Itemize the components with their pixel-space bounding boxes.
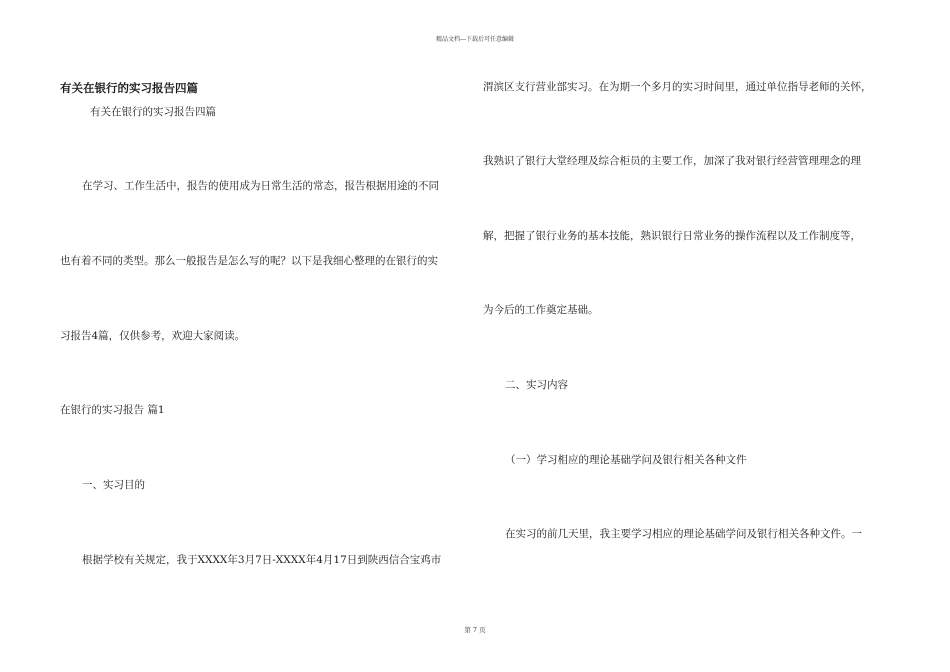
section-heading-purpose: 一、实习目的 — [82, 479, 145, 491]
section-heading-content: 二、实习内容 — [505, 379, 568, 391]
purpose-paragraph-line-5: 为今后的工作奠定基础。 — [483, 304, 599, 316]
subsection-heading-theory: （一）学习相应的理论基础学问及银行相关各种文件 — [505, 454, 747, 466]
page-number: 第 7 页 — [464, 626, 486, 634]
page-header-note: 精品文档---下载后可任意编辑 — [435, 36, 515, 43]
purpose-paragraph-line-4: 解，把握了银行业务的基本技能，熟识银行日常业务的操作流程以及工作制度等， — [483, 230, 861, 242]
document-subtitle: 有关在银行的实习报告四篇 — [90, 106, 216, 118]
purpose-paragraph-line-1: 根据学校有关规定，我于XXXX年3月7日-XXXX年4月17日到陕西信合宝鸡市 — [82, 554, 442, 566]
report-heading: 在银行的实习报告 篇1 — [60, 404, 165, 416]
intro-paragraph-line-3: 习报告4篇，仅供参考，欢迎大家阅读。 — [60, 330, 246, 342]
intro-paragraph-line-1: 在学习、工作生活中，报告的使用成为日常生活的常态，报告根据用途的不同 — [82, 180, 439, 192]
theory-paragraph-line-1: 在实习的前几天里，我主要学习相应的理论基础学问及银行相关各种文件。一 — [505, 528, 862, 540]
document-title: 有关在银行的实习报告四篇 — [60, 81, 198, 95]
purpose-paragraph-line-2: 渭滨区支行营业部实习。在为期一个多月的实习时间里，通过单位指导老师的关怀， — [483, 81, 872, 93]
purpose-paragraph-line-3: 我熟识了银行大堂经理及综合柜员的主要工作，加深了我对银行经营管理理念的理 — [483, 155, 861, 167]
intro-paragraph-line-2: 也有着不同的类型。那么一般报告是怎么写的呢？以下是我细心整理的在银行的实 — [60, 255, 438, 267]
